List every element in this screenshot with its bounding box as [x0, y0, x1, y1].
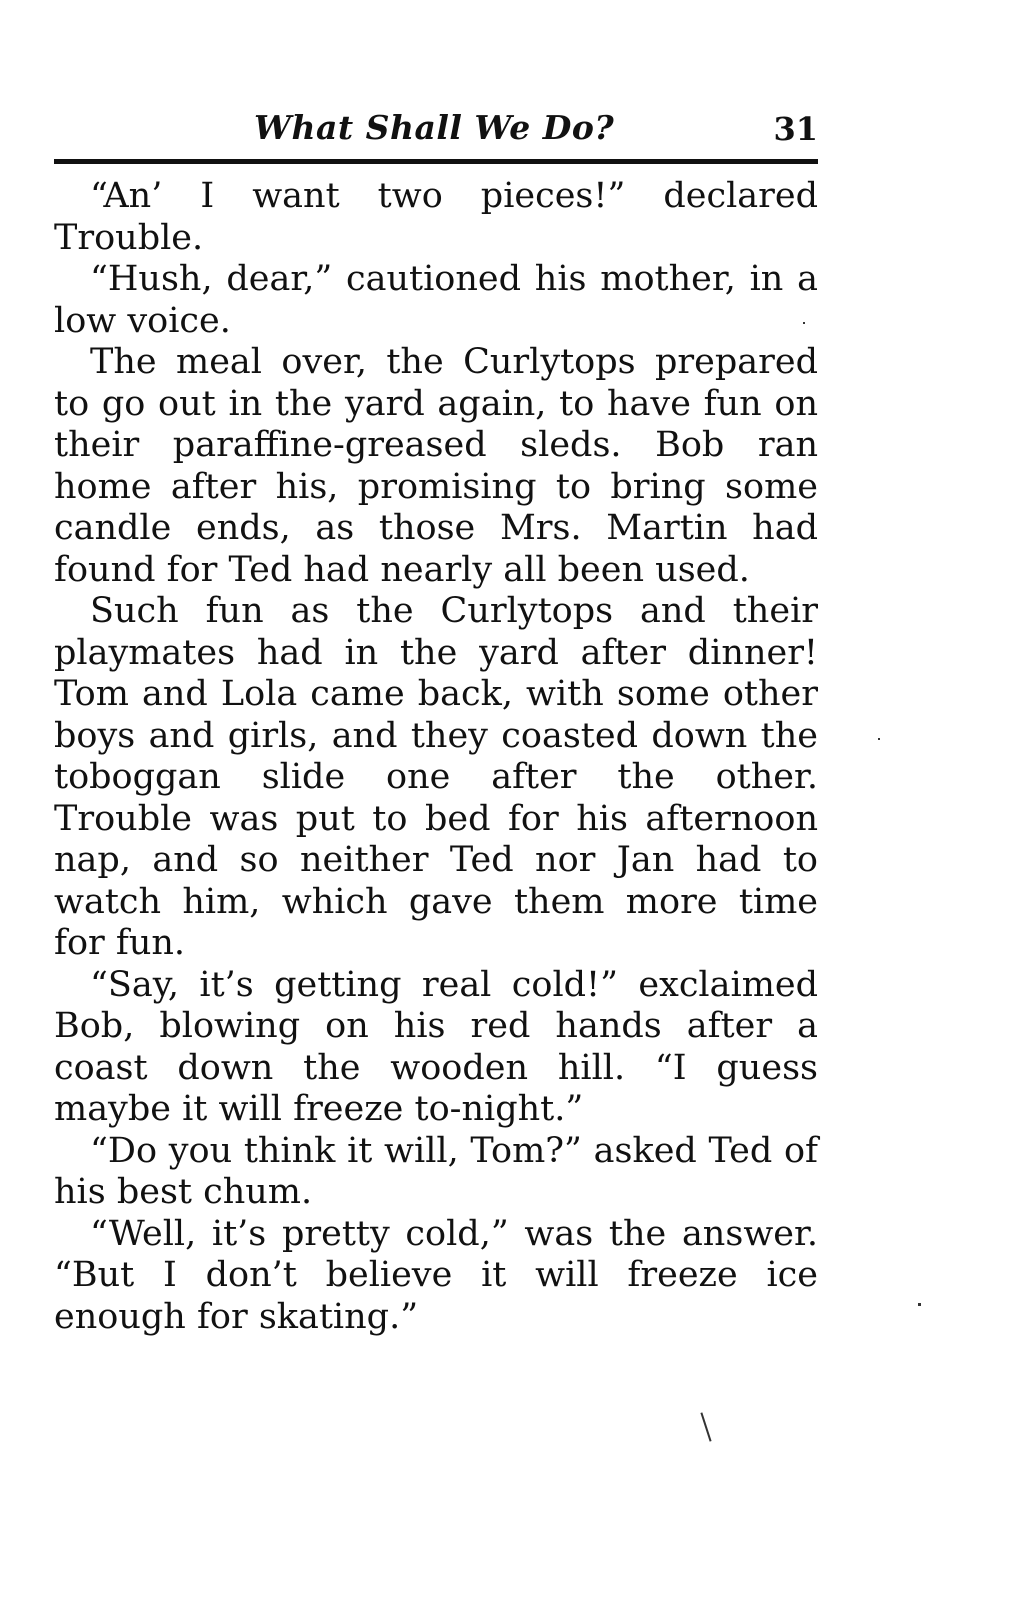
paragraph: “Do you think it will, Tom?” asked Ted of his best chum.	[54, 1130, 818, 1212]
paragraph: Such fun as the Curlytops and their playmates had in the yard after dinner! Tom and Lola came back, with some other boys and girls, and they coasted down the toboggan slide one after the other. Trouble was put to bed for his afternoon nap, and so neither Ted nor Jan had to watch him, which gave them more time for fun.	[54, 591, 818, 963]
running-title: What Shall We Do?	[254, 108, 615, 147]
scan-dot	[878, 738, 880, 740]
scan-dot	[803, 322, 805, 324]
paragraph: “Well, it’s pretty cold,” was the answer. “But I don’t believe it will freeze ice enough for skating.”	[54, 1213, 818, 1337]
paragraph: The meal over, the Curlytops prepared to go out in the yard again, to have fun on their paraffine-greased sleds. Bob ran home after his, promising to bring some candle ends, as those Mrs. Martin had found for Ted had nearly all been used.	[54, 342, 818, 590]
book-page	[54, 100, 818, 1338]
scan-dot	[918, 1303, 921, 1306]
page-number: 31	[773, 110, 818, 148]
scan-mark	[700, 1412, 711, 1441]
body-text	[54, 176, 818, 1338]
paragraph: “Say, it’s getting real cold!” exclaimed Bob, blowing on his red hands after a coast down the wooden hill. “I guess maybe it will freeze to-night.”	[54, 964, 818, 1129]
header-rule	[54, 159, 818, 164]
paragraph: “Hush, dear,” cautioned his mother, in a low voice.	[54, 259, 818, 341]
paragraph: “An’ I want two pieces!” declared Trouble.	[54, 176, 818, 258]
running-header	[54, 100, 818, 152]
